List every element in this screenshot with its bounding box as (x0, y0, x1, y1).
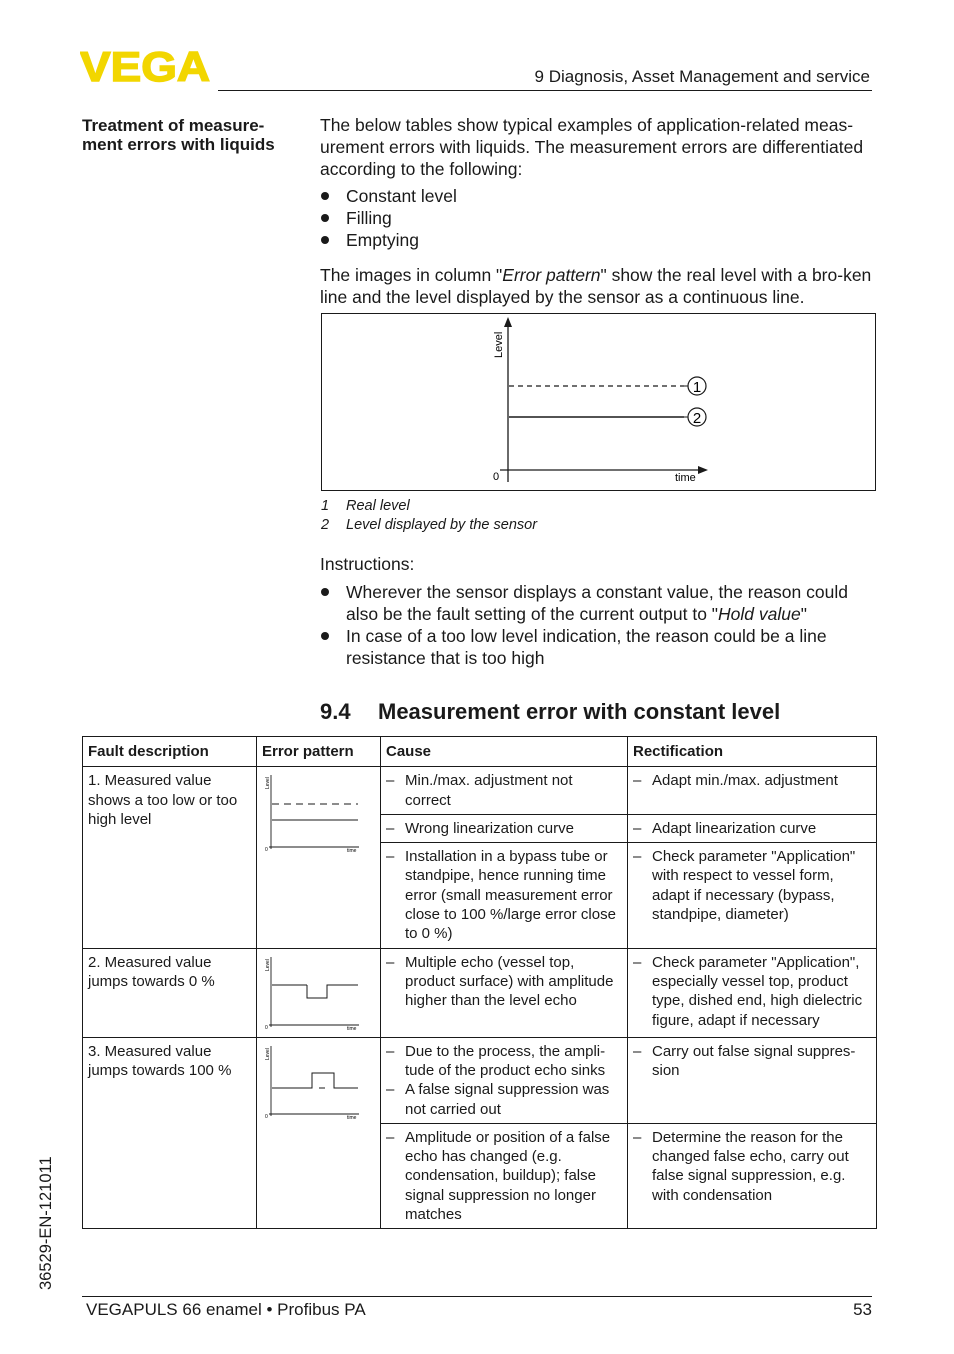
table-header-row (83, 737, 877, 767)
cause-text: – Wrong linearization curve (386, 819, 622, 838)
text-run: " (800, 604, 807, 624)
column-header: Cause (381, 737, 628, 767)
legend-text: Real level (346, 498, 410, 514)
y-axis-arrow (504, 317, 512, 327)
cause-cell (381, 1123, 628, 1228)
rectification-cell (628, 1123, 877, 1228)
x-axis-label: time (675, 472, 696, 484)
cause-cell (381, 843, 628, 948)
cause-cell (381, 767, 628, 815)
rectification-text: – Carry out false signal suppres-sion (633, 1042, 871, 1081)
mini-y-label: Level (265, 777, 271, 790)
sensor-level-jump (307, 985, 358, 998)
rectification-cell (628, 1037, 877, 1123)
rectification-cell (628, 814, 877, 842)
mini-x-label: time (347, 1025, 357, 1032)
fault-description: 2. Measured value jumps towards 0 % (83, 948, 257, 1037)
origin-label: 0 (493, 471, 500, 483)
fault-description: 3. Measured value jumps towards 100 % (83, 1037, 257, 1229)
rectification-cell (628, 843, 877, 948)
mini-x-label: time (347, 1114, 357, 1121)
level-diagram (321, 313, 876, 491)
text-run-italic: Hold value (718, 604, 801, 624)
section-number: 9.4 (320, 699, 351, 724)
mini-y-label: Level (265, 1047, 271, 1060)
column-header: Fault description (83, 737, 257, 767)
legend-item (321, 517, 537, 533)
text-run: The images in column " (320, 265, 503, 285)
legend-item (321, 498, 410, 514)
error-pattern-chart-3 (262, 1042, 362, 1122)
mini-origin: 0 (265, 1024, 268, 1031)
table-row (83, 948, 877, 1037)
callout-number-2: 2 (692, 410, 702, 427)
callout-number-1: 1 (692, 379, 702, 396)
cause-text: – Due to the process, the ampli-tude of the product echo sinks (386, 1042, 622, 1081)
error-table (82, 736, 877, 1229)
footer-product: VEGAPULS 66 enamel • Profibus PA (86, 1300, 366, 1319)
cause-text: – Amplitude or position of a false echo has changed (e.g. condensation, buildup); false signal suppression no longer matches (386, 1128, 622, 1224)
table-row (83, 1037, 877, 1123)
column-header: Error pattern (257, 737, 381, 767)
error-pattern-cell (257, 767, 381, 948)
cause-text: – Min./max. adjustment not correct (386, 771, 622, 810)
rectification-text: – Check parameter "Application", especially vessel top, product type, dished end, high dielectric figure, adapt if necessary (633, 953, 871, 1030)
error-pattern-chart-1 (262, 771, 362, 853)
legend-number: 2 (321, 517, 330, 533)
cause-text: – A false signal suppression was not carried out (386, 1080, 622, 1119)
legend-text: Level displayed by the sensor (346, 517, 538, 533)
cause-text: – Installation in a bypass tube or standpipe, hence running time error (small measurement error close to 100 %/large error close to 0 %) (386, 847, 622, 943)
mini-origin: 0 (265, 847, 268, 854)
error-pattern-chart-2 (262, 953, 362, 1033)
text-run-italic: Error pattern (502, 265, 601, 285)
sensor-level-jump (272, 1073, 358, 1088)
column-header: Rectification (628, 737, 877, 767)
cause-cell (381, 1037, 628, 1123)
instructions-list (320, 581, 880, 669)
rectification-text: – Adapt min./max. adjustment (633, 771, 871, 790)
header-section-label: 9 Diagnosis, Asset Management and service (534, 67, 870, 86)
mini-x-label: time (347, 848, 357, 854)
intro-paragraph: The below tables show typical examples of application-related meas-urement errors with liquids. The measurement errors are differentiated according to the following: (320, 115, 864, 179)
images-paragraph (320, 264, 880, 308)
fault-description: 1. Measured value shows a too low or too high level (83, 767, 257, 948)
text-run: Wherever the sensor displays a constant value, the reason could also be the fault setting of the current output to " (346, 582, 848, 624)
section-title (320, 699, 780, 725)
page-number: 53 (853, 1300, 872, 1319)
footer-rule (82, 1296, 872, 1297)
header-rule (218, 90, 872, 91)
list-item: Constant level (320, 185, 880, 207)
document-id: 36529-EN-121011 (37, 1156, 55, 1290)
text-run: " show the real level with a bro-ken line and the level displayed by the sensor as a continuous line. (320, 265, 872, 307)
cause-cell (381, 948, 628, 1037)
legend-number: 1 (321, 498, 330, 514)
list-item: In case of a too low level indication, the reason could be a line resistance that is too high (320, 625, 880, 669)
section-title-text: Measurement error with constant level (378, 699, 781, 724)
list-item: Filling (320, 207, 880, 229)
rectification-text: – Adapt linearization curve (633, 819, 871, 838)
cause-cell (381, 814, 628, 842)
rectification-cell (628, 767, 877, 815)
logo-text: VEGA (80, 48, 210, 86)
vega-logo (80, 48, 212, 86)
rectification-text: – Determine the reason for the changed false echo, carry out false signal suppression, e.g. with condensation (633, 1128, 871, 1205)
list-item (320, 581, 880, 625)
list-item: Emptying (320, 229, 880, 251)
level-diagram-svg (322, 314, 875, 490)
y-axis-label: Level (493, 331, 505, 358)
cause-text: – Multiple echo (vessel top, product surface) with amplitude higher than the level echo (386, 953, 622, 1011)
x-axis-arrow (698, 466, 708, 474)
instructions-label: Instructions: (320, 554, 415, 574)
rectification-text: – Check parameter "Application" with respect to vessel form, adapt if necessary (bypass, standpipe, diameter) (633, 847, 871, 924)
table-row (83, 767, 877, 815)
mini-y-label: Level (265, 958, 271, 971)
rectification-cell (628, 948, 877, 1037)
error-pattern-cell (257, 948, 381, 1037)
intro-bullet-list (320, 185, 880, 251)
error-pattern-cell (257, 1037, 381, 1229)
mini-origin: 0 (265, 1113, 268, 1120)
side-heading: Treatment of measure-ment errors with liquids (82, 116, 275, 154)
